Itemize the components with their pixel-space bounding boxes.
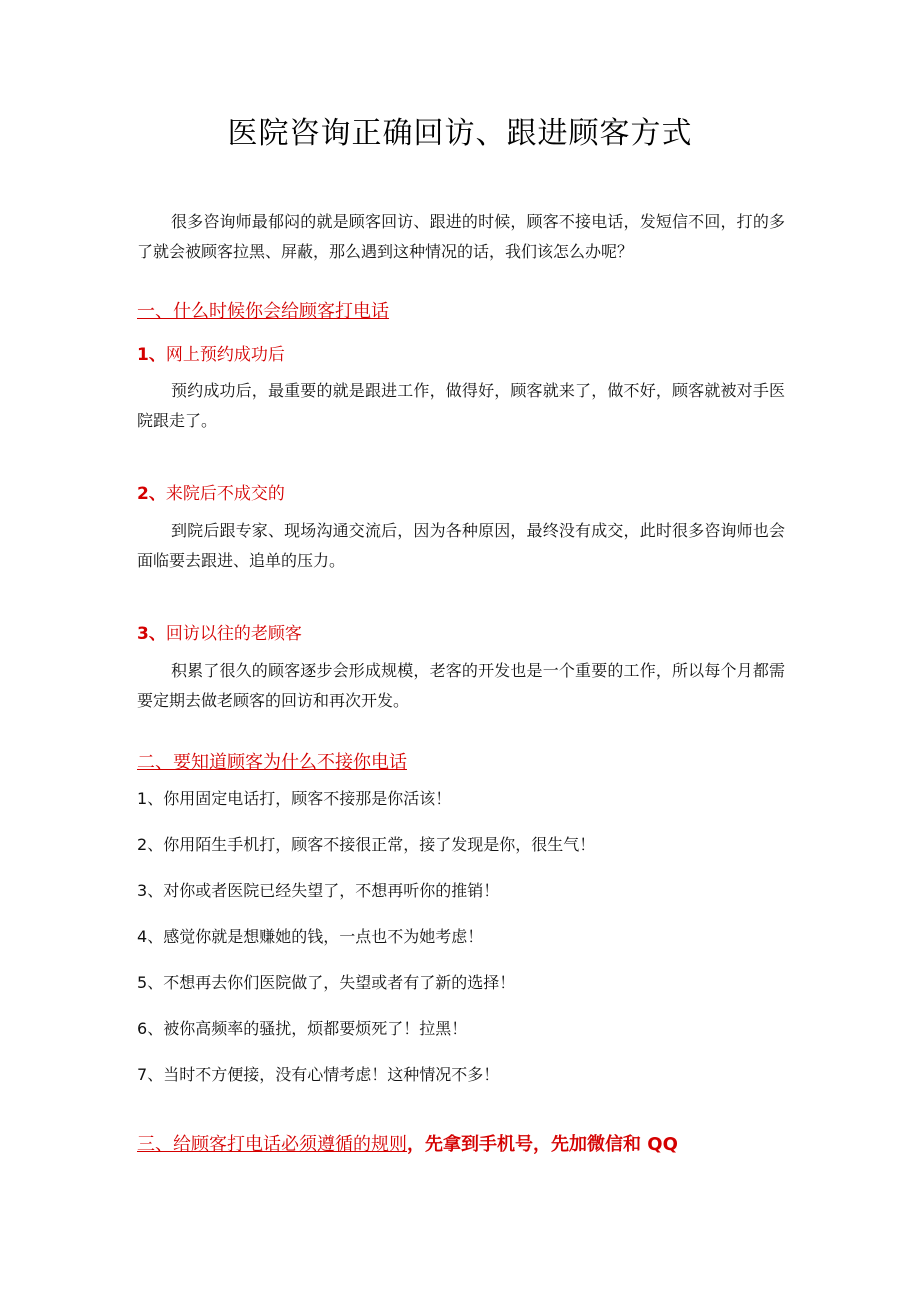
list-item: 3、对你或者医院已经失望了，不想再听你的推销！: [137, 881, 500, 900]
section-3-heading: [137, 1130, 678, 1156]
item-number: 3、: [137, 624, 166, 644]
section-1-item-3-body: 积累了很久的顾客逐步会形成规模，老客的开发也是一个重要的工作，所以每个月都需要定期去做老顾客的回访和再次开发。: [137, 661, 785, 710]
intro-paragraph: 很多咨询师最郁闷的就是顾客回访、跟进的时候，顾客不接电话，发短信不回，打的多了就会被顾客拉黑、屏蔽，那么遇到这种情况的话，我们该怎么办呢？: [137, 212, 785, 261]
page-title: 医院咨询正确回访、跟进顾客方式: [227, 116, 693, 151]
section-2-heading: 二、要知道顾客为什么不接你电话: [137, 752, 407, 773]
item-title: 回访以往的老顾客: [165, 624, 302, 644]
list-item: 7、当时不方便接，没有心情考虑！这种情况不多！: [137, 1065, 500, 1084]
list-item: 2、你用陌生手机打，顾客不接很正常，接了发现是你，很生气！: [137, 835, 596, 854]
section-1-item-2-heading: [137, 479, 285, 504]
item-number: 2、: [137, 484, 166, 504]
list-item: 4、感觉你就是想赚她的钱，一点也不为她考虑！: [137, 927, 484, 946]
section-1-item-3-heading: [137, 619, 302, 644]
section-3-heading-rest: ，先拿到手机号，先加微信和 QQ: [407, 1134, 678, 1155]
section-3-heading-underlined: 三、给顾客打电话必须遵循的规则: [137, 1134, 407, 1155]
item-number: 1、: [137, 345, 166, 365]
list-item: 1、你用固定电话打，顾客不接那是你活该！: [137, 789, 452, 808]
item-title: 来院后不成交的: [165, 484, 285, 504]
list-item: 6、被你高频率的骚扰，烦都要烦死了！拉黑！: [137, 1019, 468, 1038]
section-1-heading: 一、什么时候你会给顾客打电话: [137, 301, 389, 322]
section-1-item-1-heading: [137, 340, 285, 365]
item-title: 网上预约成功后: [165, 345, 285, 365]
list-item: 5、不想再去你们医院做了，失望或者有了新的选择！: [137, 973, 516, 992]
section-1-item-2-body: 到院后跟专家、现场沟通交流后，因为各种原因，最终没有成交，此时很多咨询师也会面临要去跟进、追单的压力。: [137, 521, 785, 570]
section-1-item-1-body: 预约成功后，最重要的就是跟进工作，做得好，顾客就来了，做不好，顾客就被对手医院跟走了。: [137, 381, 785, 430]
